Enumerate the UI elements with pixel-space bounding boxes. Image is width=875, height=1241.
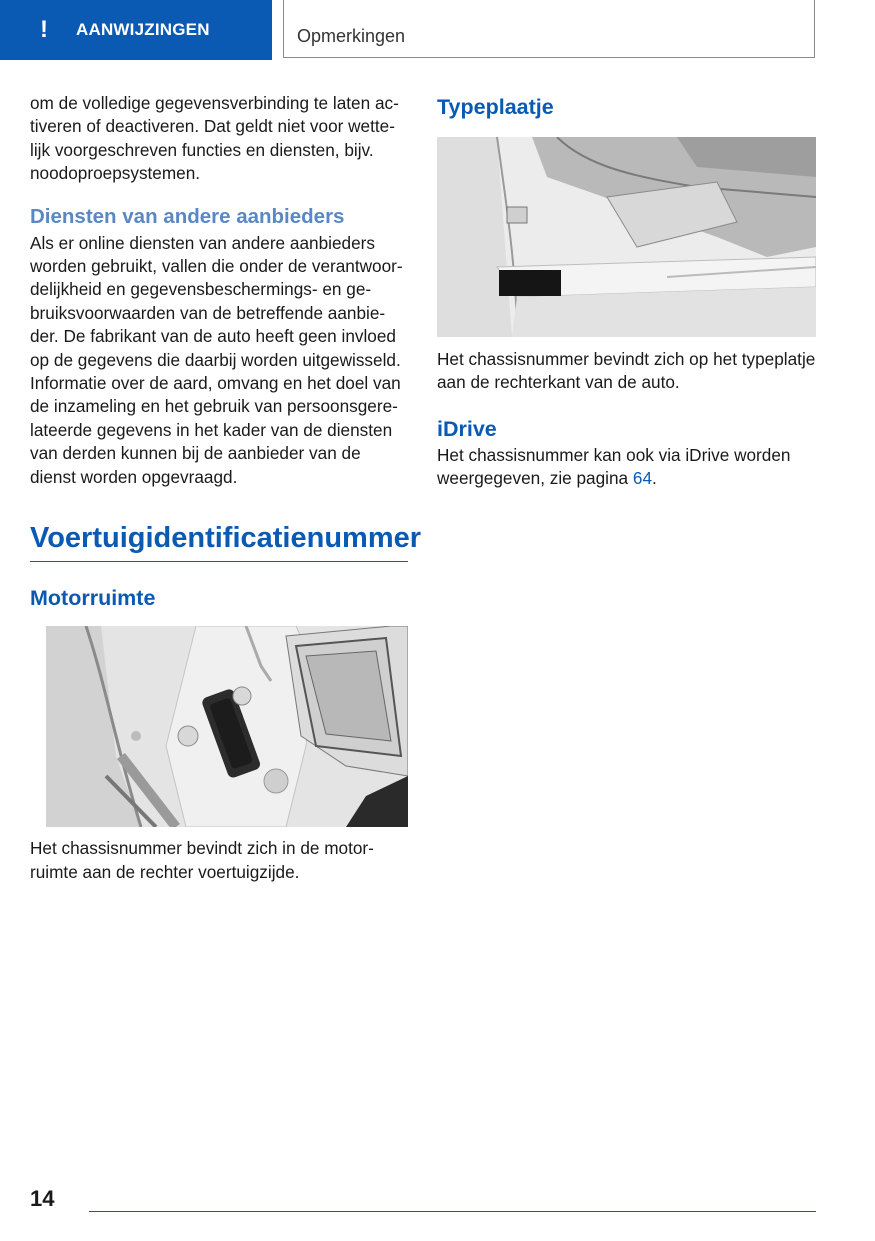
right-column (437, 93, 816, 491)
plate-heading: Typeplaatje (437, 95, 554, 119)
idrive-heading: iDrive (437, 416, 497, 441)
engine-caption: Het chassisnummer bevindt zich in de motorruimte aan de rechter voertuigzijde. (30, 838, 374, 882)
plate-caption: Het chassisnummer bevindt zich op het typeplatje aan de rechterkant van de auto. (437, 349, 816, 393)
page-64-link[interactable]: 64 (632, 468, 653, 489)
type-plate-image (437, 137, 816, 337)
engine-bay-image (46, 626, 408, 827)
idrive-text: Het chassisnummer kan ook via iDrive worden weergegeven, zie pagina (437, 444, 791, 489)
engine-heading: Motorruimte (30, 586, 156, 611)
section-tab-label: AANWIJZINGEN (76, 20, 210, 39)
idrive-text-end: . (652, 468, 657, 489)
chapter-tab[interactable] (283, 0, 815, 58)
third-party-heading: Diensten van andere aanbieders (30, 204, 345, 228)
intro-paragraph: om de volledige gegevensverbinding te laten activeren of deactiveren. Dat geldt niet voor wettelijk voorgeschreven functies en diensten, bijv. noodoproepsystemen. (30, 93, 399, 184)
third-party-paragraph: Als er online diensten van andere aanbieders worden gebruikt, vallen die onder de verantwoordelijkheid en gegevensbeschermings- en gebruiksvoorwaarden van de betreffende aanbieder. De fabrikant van de auto heeft geen invloed op de gegevens die daarbij worden uitgewisseld. Informatie over de aard, omvang en het doel van de inzameling en het gebruik van persoonsgerelateerde gegevens in het kader van de diensten van derden kunnen bij de aanbieder van de dienst worden opgevraagd. (30, 232, 403, 487)
page-number: 14 (30, 1186, 55, 1211)
footer-divider (89, 1211, 816, 1212)
section-tab[interactable] (0, 0, 272, 60)
chapter-tab-label: Opmerkingen (297, 26, 406, 46)
idrive-paragraph (437, 444, 816, 491)
vin-heading: Voertuigidentificatienummer (30, 522, 408, 562)
exclamation-icon: ! (40, 16, 48, 43)
left-column (30, 92, 422, 884)
